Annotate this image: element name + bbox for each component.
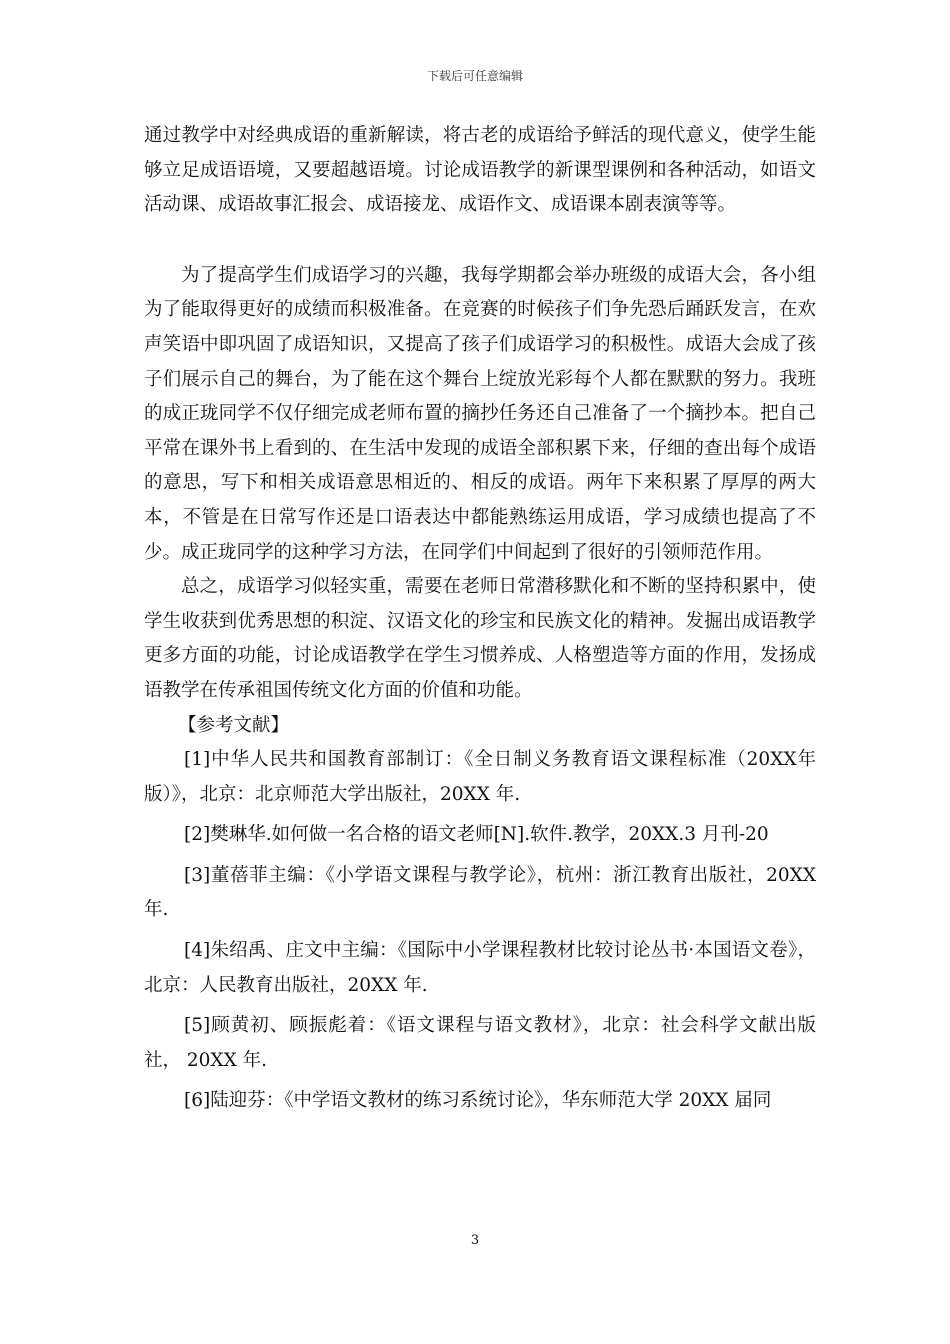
paragraph-3: 总之，成语学习似轻实重，需要在老师日常潜移默化和不断的坚持积累中，使学生收获到优秀思想的积淀、汉语文化的珍宝和民族文化的精神。发掘出成语教学更多方面的功能，讨论成语教学在学生习惯养成、人格塑造等方面的作用，发扬成语教学在传承祖国传统文化方面的价值和功能。 (144, 576, 816, 701)
page-header: 下载后可任意编辑 (426, 69, 523, 83)
reference-item-1: [1]中华人民共和国教育部制订：《全日制义务教育语文课程标准（20XX年版）》，北京：北京师范大学出版社，20XX 年. (144, 749, 816, 805)
paragraph-2: 为了提高学生们成语学习的兴趣，我每学期都会举办班级的成语大会，各小组为了能取得更好的成绩而积极准备。在竞赛的时候孩子们争先恐后踊跃发言，在欢声笑语中即巩固了成语知识，又提高了孩子们成语学习的积极性。成语大会成了孩子们展示自己的舞台，为了能在这个舞台上绽放光彩每个人都在默默的努力。我班的成正珑同学不仅仔细完成老师布置的摘抄任务还自己准备了一个摘抄本。把自己平常在课外书上看到的、在生活中发现的成语全部积累下来，仔细的查出每个成语的意思，写下和相关成语意思相近的、相反的成语。两年下来积累了厚厚的两大本，不管是在日常写作还是口语表达中都能熟练运用成语，学习成绩也提高了不少。成正珑同学的这种学习方法，在同学们中间起到了很好的引领师范作用。 (144, 264, 816, 563)
references-heading: 【参考文献】 (178, 714, 290, 736)
references-list (144, 743, 816, 1119)
document-body (144, 119, 816, 1119)
reference-item-5: [5]顾黄初、顾振彪着：《语文课程与语文教材》，北京：社会科学文献出版社， 20XX 年. (144, 1015, 816, 1071)
paragraph-1: 通过教学中对经典成语的重新解读，将古老的成语给予鲜活的现代意义，使学生能够立足成语语境，又要超越语境。讨论成语教学的新课型课例和各种活动，如语文活动课、成语故事汇报会、成语接龙、成语作文、成语课本剧表演等等。 (144, 125, 816, 216)
reference-item-6: [6]陆迎芬：《中学语文教材的练习系统讨论》，华东师范大学 20XX 届同 (184, 1090, 772, 1112)
reference-item-4: [4]朱绍禹、庄文中主编：《国际中小学课程教材比较讨论丛书·本国语文卷》，北京：人民教育出版社，20XX 年. (144, 940, 816, 996)
reference-item-2: [2]樊琳华.如何做一名合格的语文老师[N].软件.教学，20XX.3 月刊-20 (184, 824, 769, 846)
page-number: 3 (470, 1233, 480, 1248)
paragraph-gap (144, 223, 816, 259)
reference-item-3: [3]董蓓菲主编：《小学语文课程与教学论》，杭州：浙江教育出版社，20XX 年. (144, 864, 816, 921)
